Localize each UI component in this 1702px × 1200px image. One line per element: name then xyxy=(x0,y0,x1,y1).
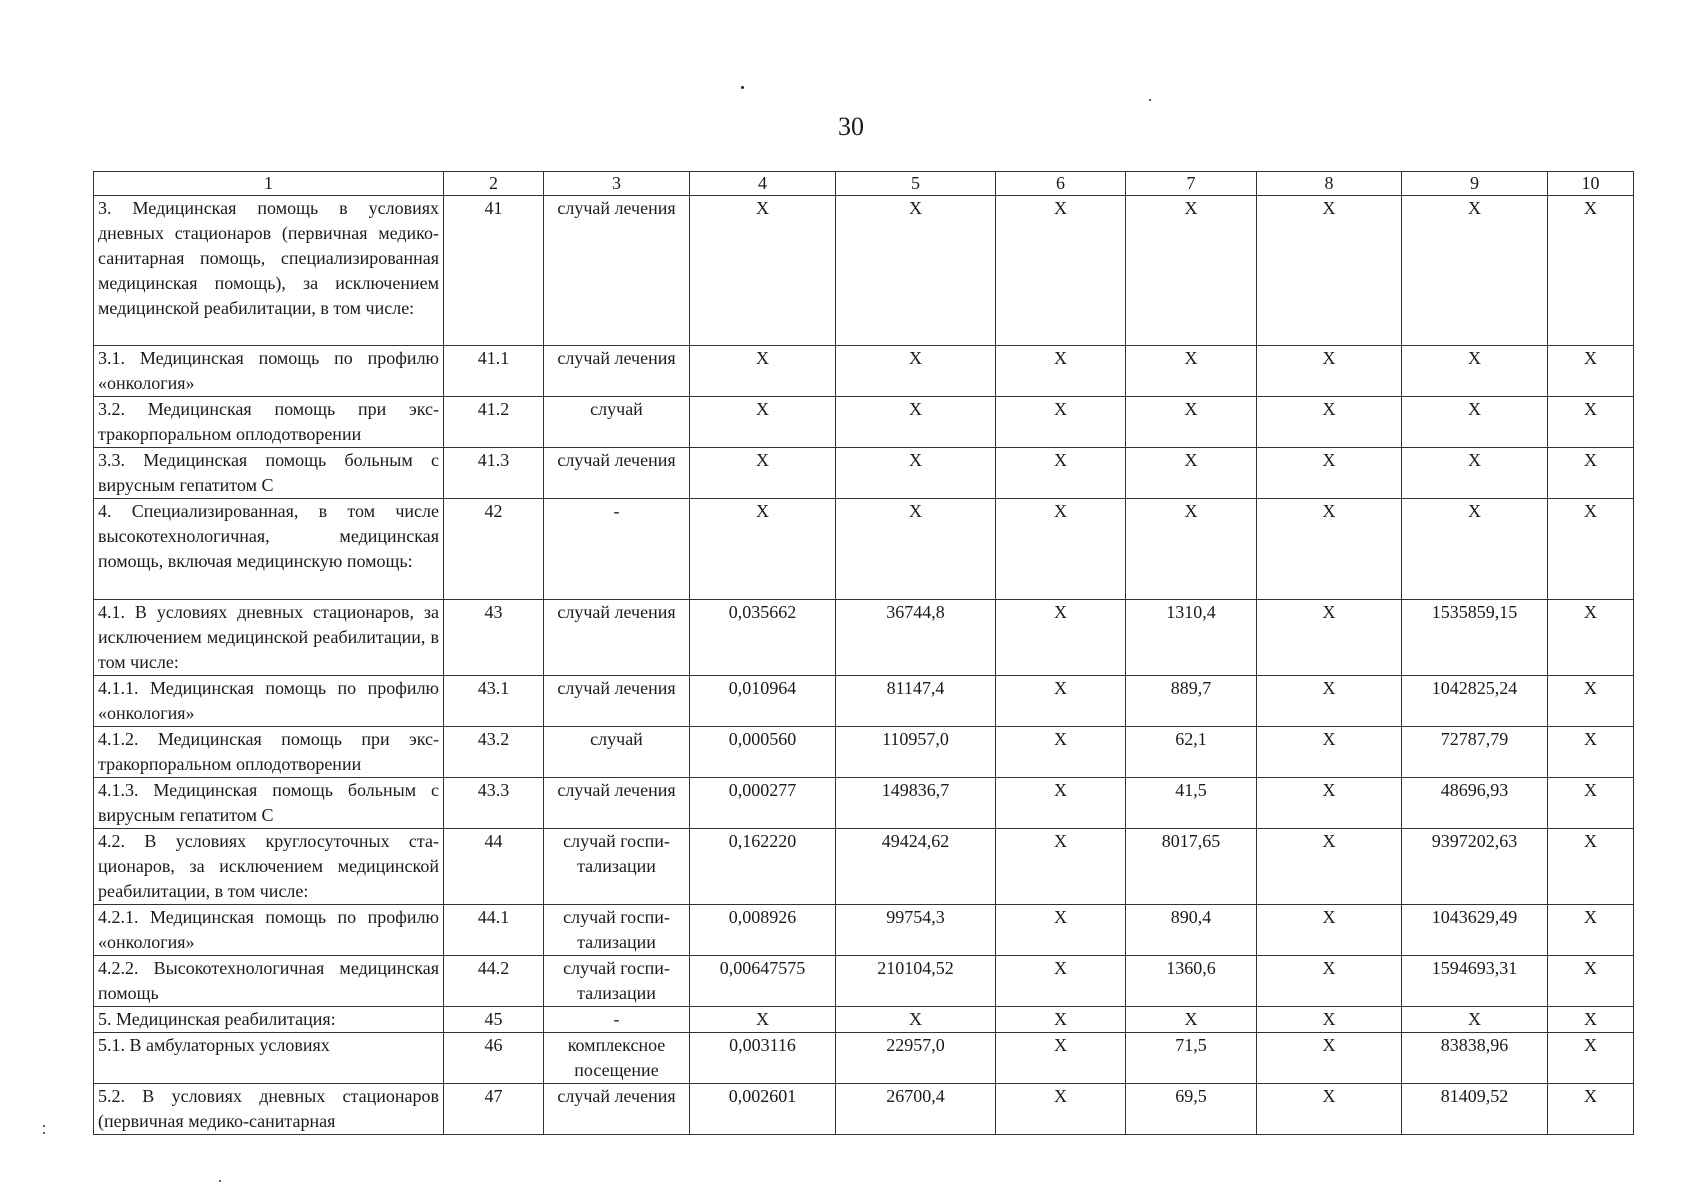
col9-cell: 48696,93 xyxy=(1402,778,1548,829)
col6-cell: X xyxy=(996,905,1126,956)
description-cell: 5.2. В условиях дневных стационаров (первичная медико-санитарная xyxy=(94,1084,444,1135)
col5-cell: X xyxy=(836,448,996,499)
col5-cell: X xyxy=(836,397,996,448)
data-table xyxy=(93,171,1634,1135)
col7-cell: 1360,6 xyxy=(1126,956,1257,1007)
col6-cell: X xyxy=(996,956,1126,1007)
col9-cell: 81409,52 xyxy=(1402,1084,1548,1135)
col7-cell: 71,5 xyxy=(1126,1033,1257,1084)
col8-cell: X xyxy=(1257,346,1402,397)
col10-cell: X xyxy=(1548,778,1634,829)
row-code-cell: 41.3 xyxy=(444,448,544,499)
col7-cell: X xyxy=(1126,397,1257,448)
row-code-cell: 41 xyxy=(444,196,544,346)
col8-cell: X xyxy=(1257,727,1402,778)
table-row xyxy=(94,956,1634,1007)
unit-cell: - xyxy=(544,499,690,600)
scan-speck xyxy=(1149,99,1151,101)
row-code-cell: 41.1 xyxy=(444,346,544,397)
col4-cell: 0,00647575 xyxy=(690,956,836,1007)
col7-cell: X xyxy=(1126,196,1257,346)
header-cell: 5 xyxy=(836,172,996,196)
col10-cell: X xyxy=(1548,499,1634,600)
table-row xyxy=(94,727,1634,778)
col4-cell: 0,035662 xyxy=(690,600,836,676)
col10-cell: X xyxy=(1548,727,1634,778)
table-row xyxy=(94,196,1634,346)
col8-cell: X xyxy=(1257,1033,1402,1084)
row-code-cell: 45 xyxy=(444,1007,544,1033)
unit-cell: случай xyxy=(544,397,690,448)
description-cell: 3. Медицинская помощь в условиях дневных стационаров (первичная медико-санитарная помощь, специализированная медицинская помощь), за исключением медицинской реабилитации, в том числе: xyxy=(94,196,444,346)
col8-cell: X xyxy=(1257,499,1402,600)
description-cell: 4. Специализированная, в том числе высокотехнологичная, медицинская помощь, включая медицинскую помощь: xyxy=(94,499,444,600)
description-cell: 4.2.2. Высокотехнологичная медицинская помощь xyxy=(94,956,444,1007)
col7-cell: 41,5 xyxy=(1126,778,1257,829)
col6-cell: X xyxy=(996,778,1126,829)
unit-cell: случай лечения xyxy=(544,448,690,499)
unit-cell: комплексное посещение xyxy=(544,1033,690,1084)
unit-cell: случай лечения xyxy=(544,196,690,346)
col5-cell: 49424,62 xyxy=(836,829,996,905)
col4-cell: 0,162220 xyxy=(690,829,836,905)
col7-cell: 62,1 xyxy=(1126,727,1257,778)
header-cell: 8 xyxy=(1257,172,1402,196)
col8-cell: X xyxy=(1257,676,1402,727)
description-cell: 3.3. Медицинская помощь больным с вирусным гепатитом С xyxy=(94,448,444,499)
table-row xyxy=(94,676,1634,727)
col9-cell: 1535859,15 xyxy=(1402,600,1548,676)
header-cell: 6 xyxy=(996,172,1126,196)
row-code-cell: 43.2 xyxy=(444,727,544,778)
col5-cell: X xyxy=(836,196,996,346)
col4-cell: X xyxy=(690,1007,836,1033)
table-row xyxy=(94,778,1634,829)
col6-cell: X xyxy=(996,346,1126,397)
row-code-cell: 43.3 xyxy=(444,778,544,829)
col5-cell: 149836,7 xyxy=(836,778,996,829)
description-cell: 4.1. В условиях дневных стационаров, за исключением медицинской реабилитации, в том числе: xyxy=(94,600,444,676)
col9-cell: 72787,79 xyxy=(1402,727,1548,778)
col9-cell: 1042825,24 xyxy=(1402,676,1548,727)
col4-cell: 0,010964 xyxy=(690,676,836,727)
col10-cell: X xyxy=(1548,196,1634,346)
col6-cell: X xyxy=(996,1084,1126,1135)
col10-cell: X xyxy=(1548,956,1634,1007)
col4-cell: X xyxy=(690,196,836,346)
header-cell: 4 xyxy=(690,172,836,196)
col10-cell: X xyxy=(1548,905,1634,956)
row-code-cell: 43 xyxy=(444,600,544,676)
col9-cell: X xyxy=(1402,499,1548,600)
col9-cell: X xyxy=(1402,1007,1548,1033)
col4-cell: 0,000277 xyxy=(690,778,836,829)
table-row xyxy=(94,1033,1634,1084)
row-code-cell: 44.1 xyxy=(444,905,544,956)
col6-cell: X xyxy=(996,727,1126,778)
unit-cell: случай лечения xyxy=(544,1084,690,1135)
col7-cell: 890,4 xyxy=(1126,905,1257,956)
col4-cell: X xyxy=(690,499,836,600)
table-row xyxy=(94,346,1634,397)
col10-cell: X xyxy=(1548,600,1634,676)
col8-cell: X xyxy=(1257,1007,1402,1033)
table-header-row xyxy=(94,172,1634,196)
table-row xyxy=(94,499,1634,600)
table-row xyxy=(94,1084,1634,1135)
col9-cell: X xyxy=(1402,448,1548,499)
col8-cell: X xyxy=(1257,397,1402,448)
col5-cell: X xyxy=(836,1007,996,1033)
row-code-cell: 41.2 xyxy=(444,397,544,448)
table-row xyxy=(94,397,1634,448)
col7-cell: X xyxy=(1126,499,1257,600)
col4-cell: 0,002601 xyxy=(690,1084,836,1135)
col9-cell: 1043629,49 xyxy=(1402,905,1548,956)
col6-cell: X xyxy=(996,448,1126,499)
row-code-cell: 44 xyxy=(444,829,544,905)
col10-cell: X xyxy=(1548,448,1634,499)
col8-cell: X xyxy=(1257,196,1402,346)
col9-cell: X xyxy=(1402,397,1548,448)
table-row xyxy=(94,448,1634,499)
header-cell: 2 xyxy=(444,172,544,196)
col4-cell: X xyxy=(690,397,836,448)
scan-speck xyxy=(43,1132,45,1134)
col4-cell: X xyxy=(690,346,836,397)
col5-cell: 99754,3 xyxy=(836,905,996,956)
table-row xyxy=(94,829,1634,905)
description-cell: 5.1. В амбулаторных условиях xyxy=(94,1033,444,1084)
col7-cell: X xyxy=(1126,448,1257,499)
col5-cell: 36744,8 xyxy=(836,600,996,676)
header-cell: 9 xyxy=(1402,172,1548,196)
unit-cell: - xyxy=(544,1007,690,1033)
col5-cell: X xyxy=(836,346,996,397)
row-code-cell: 42 xyxy=(444,499,544,600)
col8-cell: X xyxy=(1257,956,1402,1007)
row-code-cell: 47 xyxy=(444,1084,544,1135)
col6-cell: X xyxy=(996,1033,1126,1084)
col10-cell: X xyxy=(1548,676,1634,727)
description-cell: 3.2. Медицинская помощь при экстракорпоральном оплодотворении xyxy=(94,397,444,448)
col6-cell: X xyxy=(996,676,1126,727)
col9-cell: 83838,96 xyxy=(1402,1033,1548,1084)
unit-cell: случай госпитализации xyxy=(544,905,690,956)
description-cell: 4.2.1. Медицинская помощь по профилю «онкология» xyxy=(94,905,444,956)
col5-cell: 22957,0 xyxy=(836,1033,996,1084)
description-cell: 3.1. Медицинская помощь по профилю «онкология» xyxy=(94,346,444,397)
col7-cell: 1310,4 xyxy=(1126,600,1257,676)
header-cell: 7 xyxy=(1126,172,1257,196)
header-cell: 10 xyxy=(1548,172,1634,196)
col10-cell: X xyxy=(1548,1033,1634,1084)
col6-cell: X xyxy=(996,499,1126,600)
col10-cell: X xyxy=(1548,829,1634,905)
col9-cell: X xyxy=(1402,346,1548,397)
col8-cell: X xyxy=(1257,1084,1402,1135)
col5-cell: X xyxy=(836,499,996,600)
col5-cell: 210104,52 xyxy=(836,956,996,1007)
unit-cell: случай госпитализации xyxy=(544,956,690,1007)
col10-cell: X xyxy=(1548,346,1634,397)
col8-cell: X xyxy=(1257,778,1402,829)
unit-cell: случай лечения xyxy=(544,778,690,829)
col6-cell: X xyxy=(996,829,1126,905)
col8-cell: X xyxy=(1257,829,1402,905)
col7-cell: 889,7 xyxy=(1126,676,1257,727)
scan-speck xyxy=(741,86,744,89)
col7-cell: X xyxy=(1126,1007,1257,1033)
col8-cell: X xyxy=(1257,905,1402,956)
description-cell: 4.1.3. Медицинская помощь больным с вирусным гепатитом С xyxy=(94,778,444,829)
col6-cell: X xyxy=(996,1007,1126,1033)
col10-cell: X xyxy=(1548,397,1634,448)
unit-cell: случай лечения xyxy=(544,346,690,397)
col10-cell: X xyxy=(1548,1007,1634,1033)
page-number: 30 xyxy=(838,112,864,141)
table-row xyxy=(94,600,1634,676)
col5-cell: 26700,4 xyxy=(836,1084,996,1135)
col5-cell: 110957,0 xyxy=(836,727,996,778)
col7-cell: X xyxy=(1126,346,1257,397)
description-cell: 5. Медицинская реабилитация: xyxy=(94,1007,444,1033)
col4-cell: 0,003116 xyxy=(690,1033,836,1084)
col8-cell: X xyxy=(1257,448,1402,499)
col9-cell: 9397202,63 xyxy=(1402,829,1548,905)
col5-cell: 81147,4 xyxy=(836,676,996,727)
col9-cell: 1594693,31 xyxy=(1402,956,1548,1007)
col4-cell: X xyxy=(690,448,836,499)
table-body xyxy=(94,172,1634,1135)
description-cell: 4.1.2. Медицинская помощь при экстракорпоральном оплодотворении xyxy=(94,727,444,778)
header-cell: 1 xyxy=(94,172,444,196)
header-cell: 3 xyxy=(544,172,690,196)
scan-speck xyxy=(219,1180,221,1182)
scan-speck xyxy=(43,1125,45,1127)
col6-cell: X xyxy=(996,397,1126,448)
row-code-cell: 44.2 xyxy=(444,956,544,1007)
col4-cell: 0,008926 xyxy=(690,905,836,956)
col6-cell: X xyxy=(996,196,1126,346)
col8-cell: X xyxy=(1257,600,1402,676)
description-cell: 4.2. В условиях круглосуточных стационаров, за исключением медицинской реабилитации, в том числе: xyxy=(94,829,444,905)
description-cell: 4.1.1. Медицинская помощь по профилю «онкология» xyxy=(94,676,444,727)
col6-cell: X xyxy=(996,600,1126,676)
unit-cell: случай лечения xyxy=(544,600,690,676)
unit-cell: случай лечения xyxy=(544,676,690,727)
table-row xyxy=(94,905,1634,956)
col7-cell: 8017,65 xyxy=(1126,829,1257,905)
col7-cell: 69,5 xyxy=(1126,1084,1257,1135)
unit-cell: случай госпитализации xyxy=(544,829,690,905)
table-row xyxy=(94,1007,1634,1033)
col10-cell: X xyxy=(1548,1084,1634,1135)
row-code-cell: 43.1 xyxy=(444,676,544,727)
col9-cell: X xyxy=(1402,196,1548,346)
row-code-cell: 46 xyxy=(444,1033,544,1084)
unit-cell: случай xyxy=(544,727,690,778)
col4-cell: 0,000560 xyxy=(690,727,836,778)
